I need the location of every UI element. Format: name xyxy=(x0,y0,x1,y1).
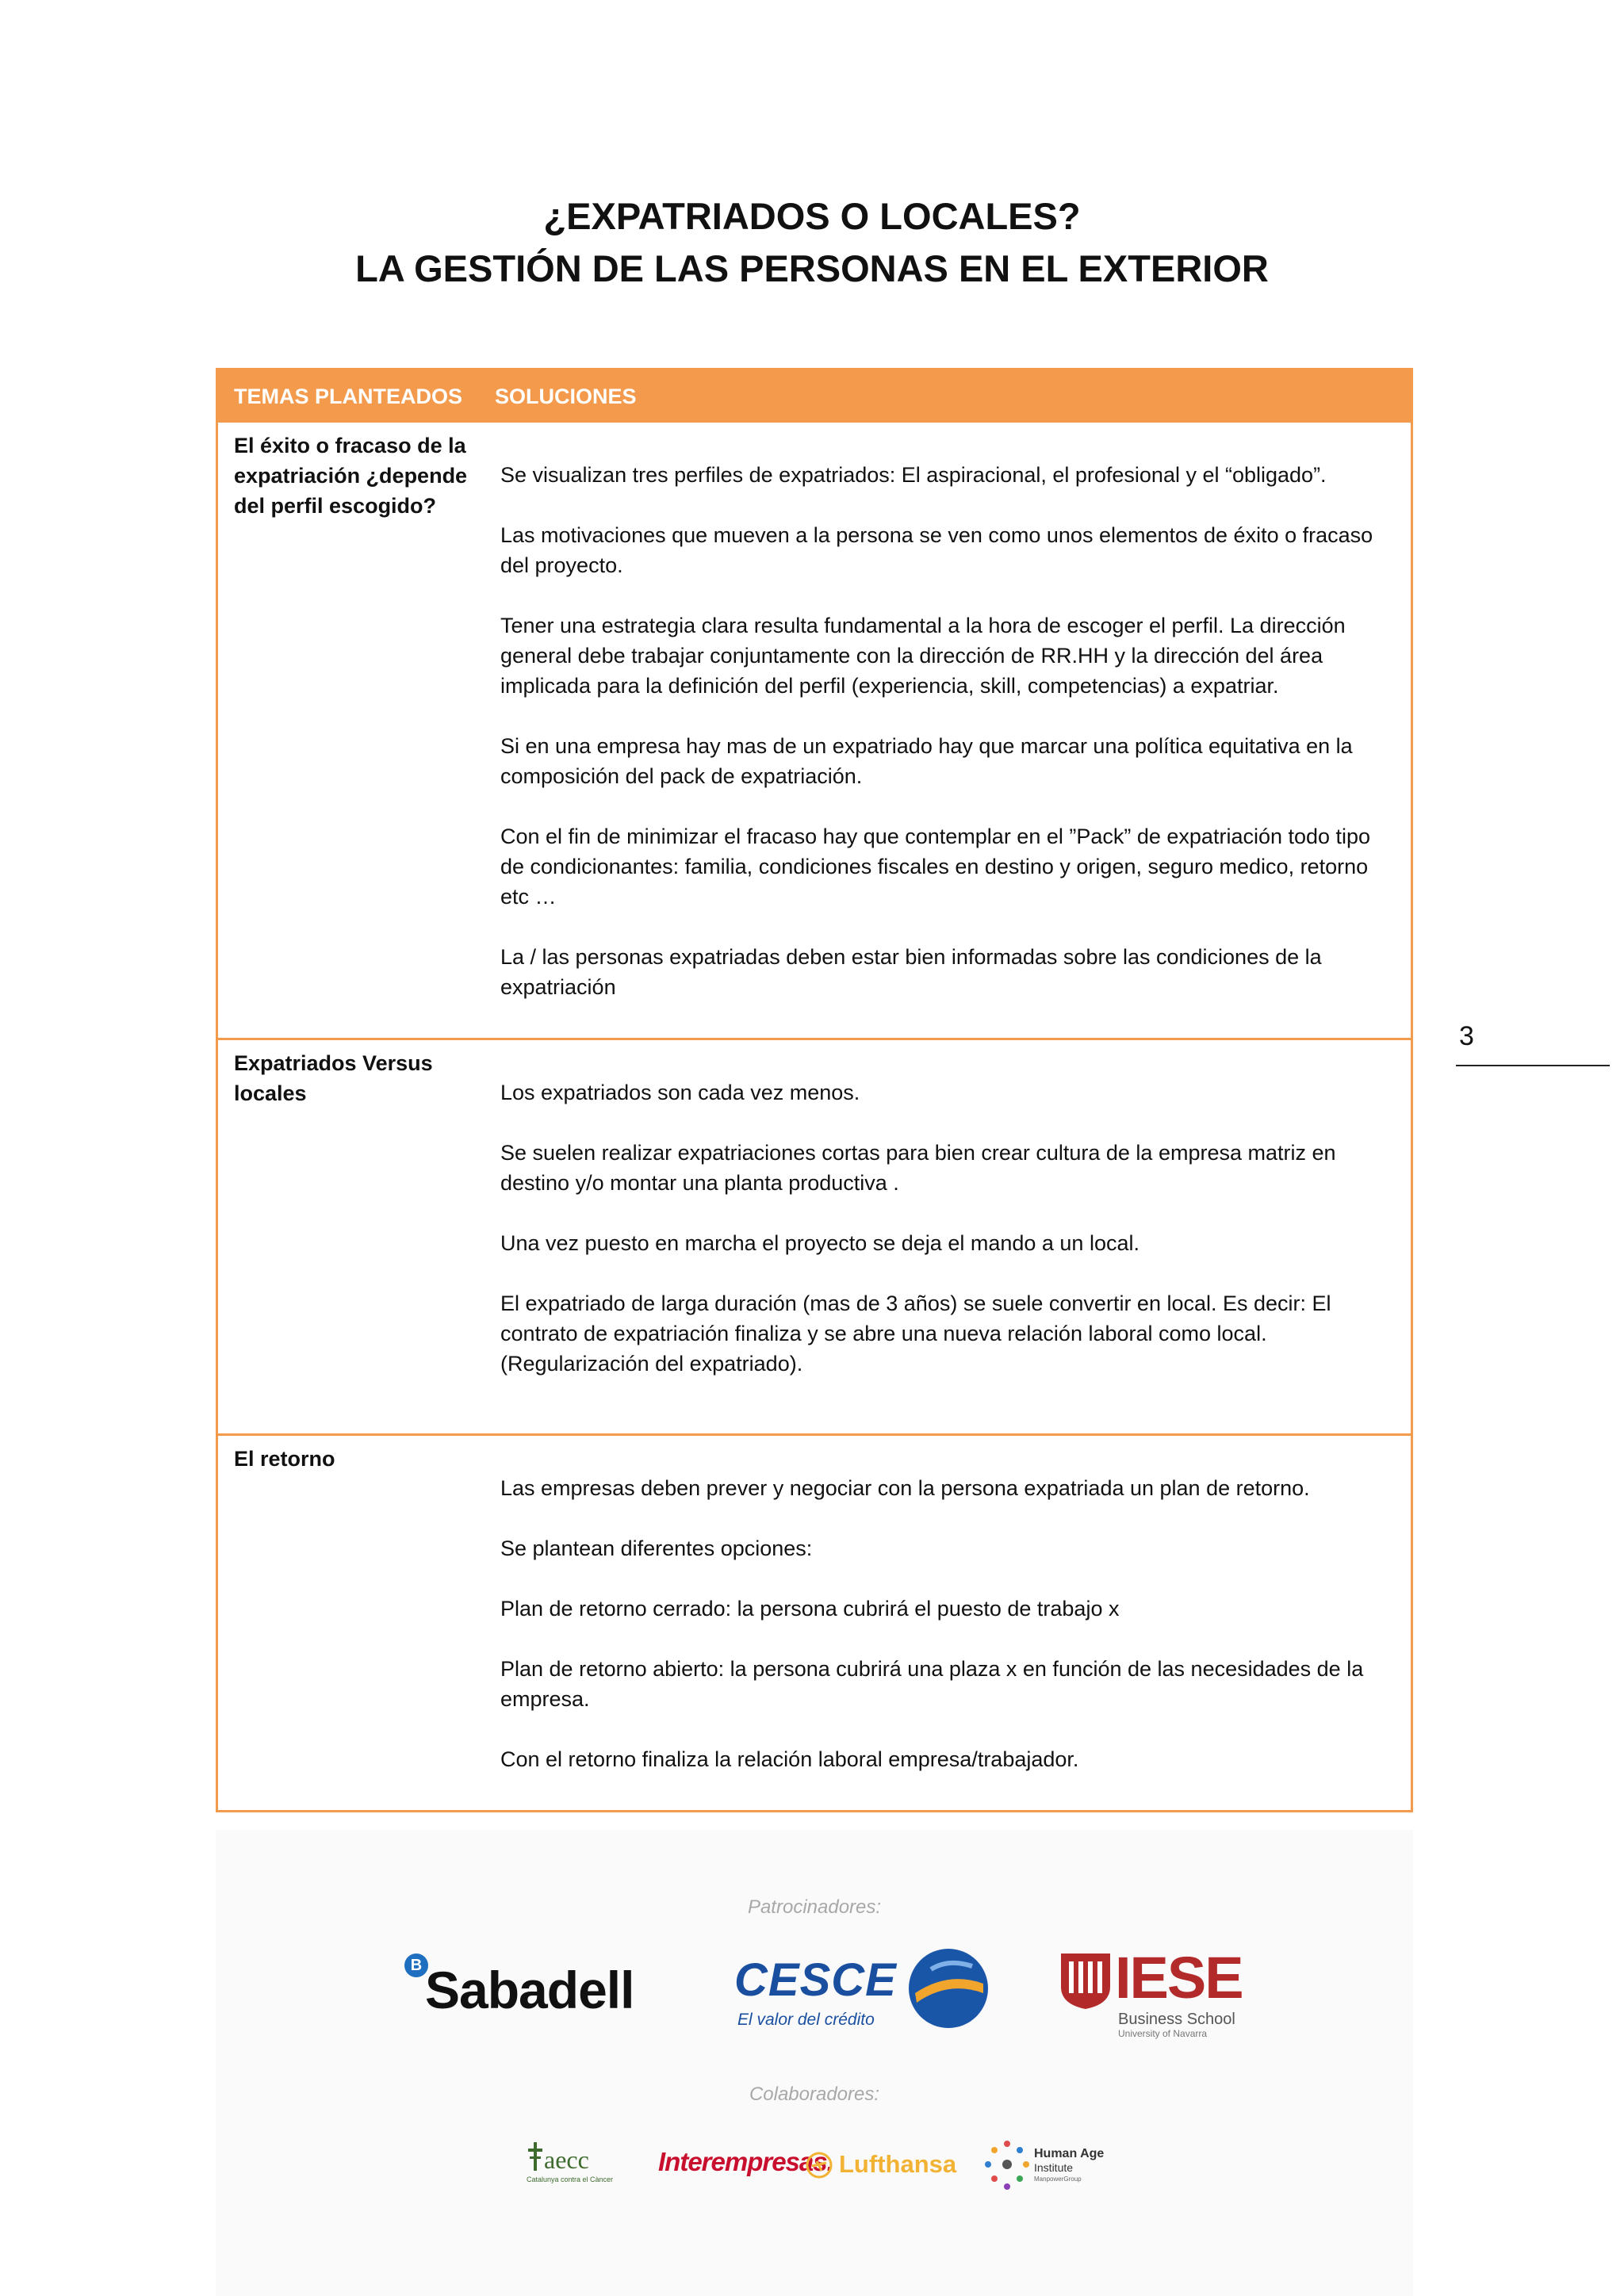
solution-item: El expatriado de larga duración (mas de 3 años) se suele convertir en local. Es decir: El contrato de expatriación finaliza y se abre una nueva relación laboral como local. (Regularización del expatriado). xyxy=(500,1292,1331,1376)
solutions-cell xyxy=(500,1077,1388,1409)
header-soluciones: SOLUCIONES xyxy=(495,385,637,408)
footer-sponsors xyxy=(216,1830,1413,2296)
solutions-cell xyxy=(500,1473,1388,1804)
iese-subtitle: Business School xyxy=(1118,2011,1235,2028)
solution-item: Con el fin de minimizar el fracaso hay que contemplar en el ”Pack” de expatriación todo tipo de condicionantes: familia, condiciones fiscales en destino y origen, seguro medico, retorno etc … xyxy=(500,825,1371,909)
title-line-1: ¿EXPATRIADOS O LOCALES? xyxy=(543,195,1081,237)
solution-item: Las motivaciones que mueven a la persona se ven como unos elementos de éxito o fracaso del proyecto. xyxy=(500,523,1373,577)
iese-logo xyxy=(1059,1945,1266,2052)
human-age-dots-icon xyxy=(982,2139,1032,2193)
solution-item: Plan de retorno abierto: la persona cubrirá una plaza x en función de las necesidades de la empresa. xyxy=(500,1657,1364,1711)
cesce-globe-icon xyxy=(907,1947,990,2030)
aecc-wordmark: aecc xyxy=(544,2145,589,2174)
human-age-line2: Institute xyxy=(1034,2161,1074,2174)
solution-item: Tener una estrategia clara resulta fundamental a la hora de escoger el perfil. La dirección general debe trabajar conjuntamente con la dirección de RR.HH y la dirección del área implicada para la definición del perfil (experiencia, skill, competencias) a expatriar. xyxy=(500,614,1346,698)
document-title xyxy=(0,190,1624,295)
topics-table xyxy=(216,368,1413,1812)
solution-item: Si en una empresa hay mas de un expatriado hay que marcar una política equitativa en la composición del pack de expatriación. xyxy=(500,734,1353,788)
topic-cell: Expatriados Versus locales xyxy=(234,1051,433,1105)
table-row xyxy=(218,423,1411,999)
topic-cell: El retorno xyxy=(234,1447,335,1471)
human-age-line3: ManpowerGroup xyxy=(1034,2175,1082,2183)
cesce-tagline: El valor del crédito xyxy=(737,2011,875,2029)
page-number: 3 xyxy=(1459,1021,1474,1051)
lufthansa-crane-icon xyxy=(806,2152,833,2179)
iese-crest-icon xyxy=(1059,1952,1112,2011)
lufthansa-logo xyxy=(806,2145,964,2185)
solution-item: Se visualizan tres perfiles de expatriados: El aspiracional, el profesional y el “obligado”. xyxy=(500,463,1327,487)
topic-cell: El éxito o fracaso de la expatriación ¿depende del perfil escogido? xyxy=(234,434,468,518)
collaborators-label: Colaboradores: xyxy=(749,2084,880,2105)
cesce-logo xyxy=(734,1947,1004,2034)
aecc-cross-icon xyxy=(527,2142,544,2171)
solution-item: Con el retorno finaliza la relación laboral empresa/trabajador. xyxy=(500,1747,1079,1771)
solution-item: Los expatriados son cada vez menos. xyxy=(500,1081,860,1104)
interempresas-wordmark: Interempresas. xyxy=(658,2147,833,2176)
human-age-logo xyxy=(982,2136,1109,2199)
solution-item: La / las personas expatriadas deben estar bien informadas sobre las condiciones de la expatriación xyxy=(500,945,1322,999)
iese-university: University of Navarra xyxy=(1118,2028,1208,2039)
solution-item: Las empresas deben prever y negociar con la persona expatriada un plan de retorno. xyxy=(500,1476,1310,1500)
interempresas-logo xyxy=(658,2145,833,2185)
table-header xyxy=(218,370,1411,423)
sabadell-badge-icon: B xyxy=(404,1954,428,1977)
human-age-line1: Human Age xyxy=(1034,2147,1105,2160)
aecc-logo xyxy=(527,2139,630,2187)
solution-item: Se plantean diferentes opciones: xyxy=(500,1536,813,1560)
aecc-tagline: Catalunya contra el Càncer xyxy=(527,2175,614,2183)
sabadell-logo xyxy=(404,1954,690,2033)
lufthansa-wordmark: Lufthansa xyxy=(839,2150,957,2178)
page-number-rule xyxy=(1456,1065,1610,1066)
sabadell-wordmark: Sabadell xyxy=(425,1961,634,2019)
solution-item: Se suelen realizar expatriaciones cortas para bien crear cultura de la empresa matriz en destino y/o montar una planta productiva . xyxy=(500,1141,1336,1195)
iese-wordmark: IESE xyxy=(1115,1945,1243,2011)
title-line-2: LA GESTIÓN DE LAS PERSONAS EN EL EXTERIOR xyxy=(355,247,1269,289)
table-row xyxy=(218,1433,1411,1812)
solutions-cell xyxy=(500,460,1388,1032)
solution-item: Plan de retorno cerrado: la persona cubrirá el puesto de trabajo x xyxy=(500,1597,1120,1621)
cesce-wordmark: CESCE xyxy=(734,1954,897,2006)
header-temas: TEMAS PLANTEADOS xyxy=(234,385,463,408)
table-row xyxy=(218,1038,1411,1434)
sponsors-label: Patrocinadores: xyxy=(747,1896,882,1918)
solution-item: Una vez puesto en marcha el proyecto se deja el mando a un local. xyxy=(500,1231,1139,1255)
